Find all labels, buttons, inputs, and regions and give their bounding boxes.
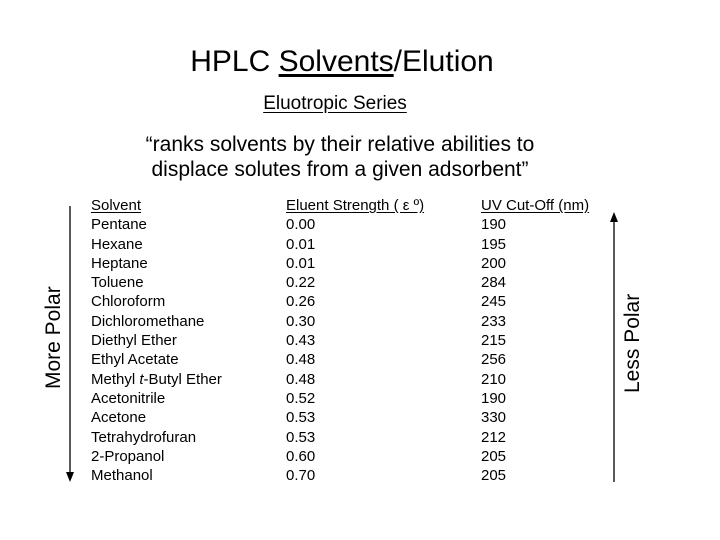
uv-cutoff-cell: 190	[481, 216, 507, 234]
table-row	[91, 254, 621, 273]
header-solvent: Solvent	[91, 197, 142, 214]
uv-cutoff-cell: 233	[481, 312, 507, 330]
table-row	[91, 466, 621, 485]
eluent-strength-cell: 0.43	[286, 332, 316, 350]
eluent-strength-cell: 0.52	[286, 389, 316, 407]
uv-cutoff-cell: 190	[481, 389, 507, 407]
slide-title	[0, 44, 684, 80]
solvent-cell: 2-Propanol	[91, 447, 165, 465]
eluent-strength-cell: 0.53	[286, 428, 316, 446]
table-row	[91, 215, 621, 234]
slide-subtitle: Eluotropic Series	[263, 93, 407, 114]
eluent-strength-cell: 0.60	[286, 447, 316, 465]
uv-cutoff-cell: 256	[481, 351, 507, 369]
eluent-strength-cell: 0.48	[286, 370, 316, 388]
table-body	[91, 215, 621, 485]
table-row	[91, 331, 621, 350]
eluent-strength-cell: 0.70	[286, 467, 316, 485]
solvent-cell: Diethyl Ether	[91, 332, 177, 350]
uv-cutoff-cell: 330	[481, 409, 507, 427]
uv-cutoff-cell: 212	[481, 428, 507, 446]
uv-cutoff-cell: 284	[481, 274, 507, 292]
solvent-cell: Acetonitrile	[91, 389, 166, 407]
eluent-strength-cell: 0.48	[286, 351, 316, 369]
eluent-strength-cell: 0.30	[286, 312, 316, 330]
eluent-strength-cell: 0.01	[286, 235, 316, 253]
solvent-cell: Methanol	[91, 467, 153, 485]
solvent-cell: Methyl t-Butyl Ether	[91, 370, 222, 388]
eluent-strength-cell: 0.53	[286, 409, 316, 427]
table-row	[91, 273, 621, 292]
uv-cutoff-cell: 205	[481, 447, 507, 465]
uv-cutoff-cell: 215	[481, 332, 507, 350]
more-polar-arrow	[66, 206, 74, 482]
table-row	[91, 350, 621, 369]
solvent-cell: Hexane	[91, 235, 143, 253]
table-row	[91, 447, 621, 466]
table-row	[91, 389, 621, 408]
uv-cutoff-cell: 245	[481, 293, 507, 311]
table-row	[91, 235, 621, 254]
solvent-cell: Toluene	[91, 274, 144, 292]
uv-cutoff-cell: 210	[481, 370, 507, 388]
table-row	[91, 312, 621, 331]
uv-cutoff-cell: 195	[481, 235, 507, 253]
solvent-cell: Heptane	[91, 254, 148, 272]
solvent-cell: Pentane	[91, 216, 147, 234]
title-suffix: /Elution	[393, 45, 494, 78]
eluent-strength-cell: 0.01	[286, 254, 316, 272]
title-prefix: HPLC	[190, 45, 279, 78]
solvent-cell: Acetone	[91, 409, 147, 427]
table-row	[91, 408, 621, 427]
header-eluent-strength: Eluent Strength ( ε º)	[286, 197, 425, 214]
more-polar-label: More Polar	[42, 286, 65, 389]
solvent-cell: Tetrahydrofuran	[91, 428, 197, 446]
solvent-cell: Dichloromethane	[91, 312, 205, 330]
solvent-cell: Chloroform	[91, 293, 166, 311]
eluent-strength-cell: 0.26	[286, 293, 316, 311]
uv-cutoff-cell: 200	[481, 254, 507, 272]
table-row	[91, 292, 621, 311]
title-underlined-word: Solvents	[278, 45, 394, 78]
eluent-strength-cell: 0.00	[286, 216, 316, 234]
header-uv-cutoff: UV Cut-Off (nm)	[481, 197, 590, 214]
eluent-strength-cell: 0.22	[286, 274, 316, 292]
eluotropic-table	[91, 196, 621, 485]
definition-quote: “ranks solvents by their relative abilities to displace solutes from a given adsorbent”	[145, 133, 535, 181]
solvent-cell: Ethyl Acetate	[91, 351, 179, 369]
less-polar-label: Less Polar	[621, 293, 644, 393]
table-row	[91, 370, 621, 389]
uv-cutoff-cell: 205	[481, 467, 507, 485]
table-header-row	[91, 196, 621, 215]
table-row	[91, 428, 621, 447]
